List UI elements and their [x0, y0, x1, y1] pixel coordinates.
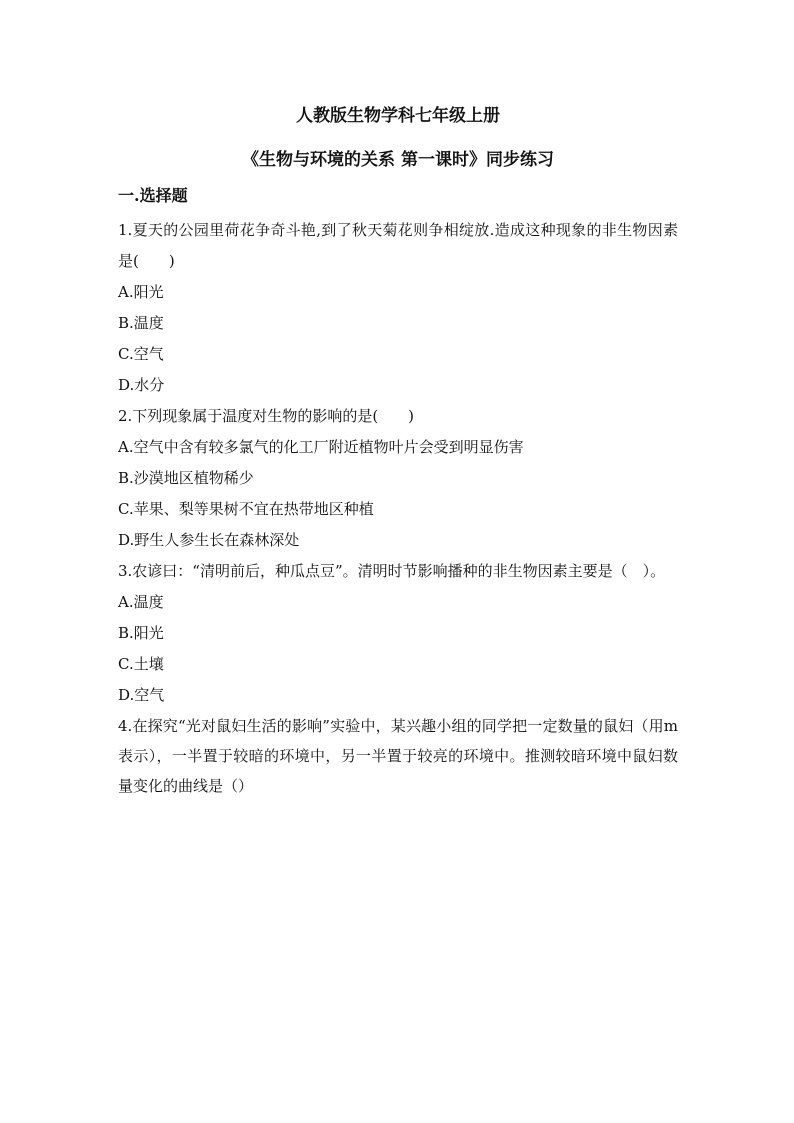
question-stem: 4.在探究“光对鼠妇生活的影响”实验中，某兴趣小组的同学把一定数量的鼠妇（用m表示），一半置于较暗的环境中，另一半置于较亮的环境中。推测较暗环境中鼠妇数量变化的曲线是（） — [118, 717, 678, 795]
option-c: C.空气 — [118, 345, 164, 363]
question-stem: 3.农谚曰：“清明前后，种瓜点豆”。清明时节影响播种的非生物因素主要是（ ）。 — [118, 562, 666, 580]
question-3 — [118, 556, 678, 711]
option-b: B.阳光 — [118, 624, 164, 642]
option-d: D.水分 — [118, 376, 165, 394]
question-stem: 2.下列现象属于温度对生物的影响的是( ) — [118, 407, 415, 425]
question-2 — [118, 401, 678, 556]
option-a: A.空气中含有较多氯气的化工厂附近植物叶片会受到明显伤害 — [118, 438, 524, 456]
option-a: A.阳光 — [118, 283, 164, 301]
document-title: 人教版生物学科七年级上册 — [296, 106, 500, 126]
question-stem: 1.夏天的公园里荷花争奇斗艳,到了秋天菊花则争相绽放.造成这种现象的非生物因素是( ) — [118, 221, 678, 270]
option-c: C.土壤 — [118, 655, 164, 673]
option-d: D.野生人参生长在森林深处 — [118, 531, 300, 549]
option-b: B.沙漠地区植物稀少 — [118, 469, 254, 487]
option-c: C.苹果、梨等果树不宜在热带地区种植 — [118, 500, 374, 518]
question-1 — [118, 215, 678, 401]
option-b: B.温度 — [118, 314, 164, 332]
section-heading: 一.选择题 — [118, 186, 188, 205]
option-d: D.空气 — [118, 686, 165, 704]
question-4 — [118, 711, 678, 801]
option-a: A.温度 — [118, 593, 164, 611]
document-subtitle: 《生物与环境的关系 第一课时》同步练习 — [242, 150, 554, 170]
